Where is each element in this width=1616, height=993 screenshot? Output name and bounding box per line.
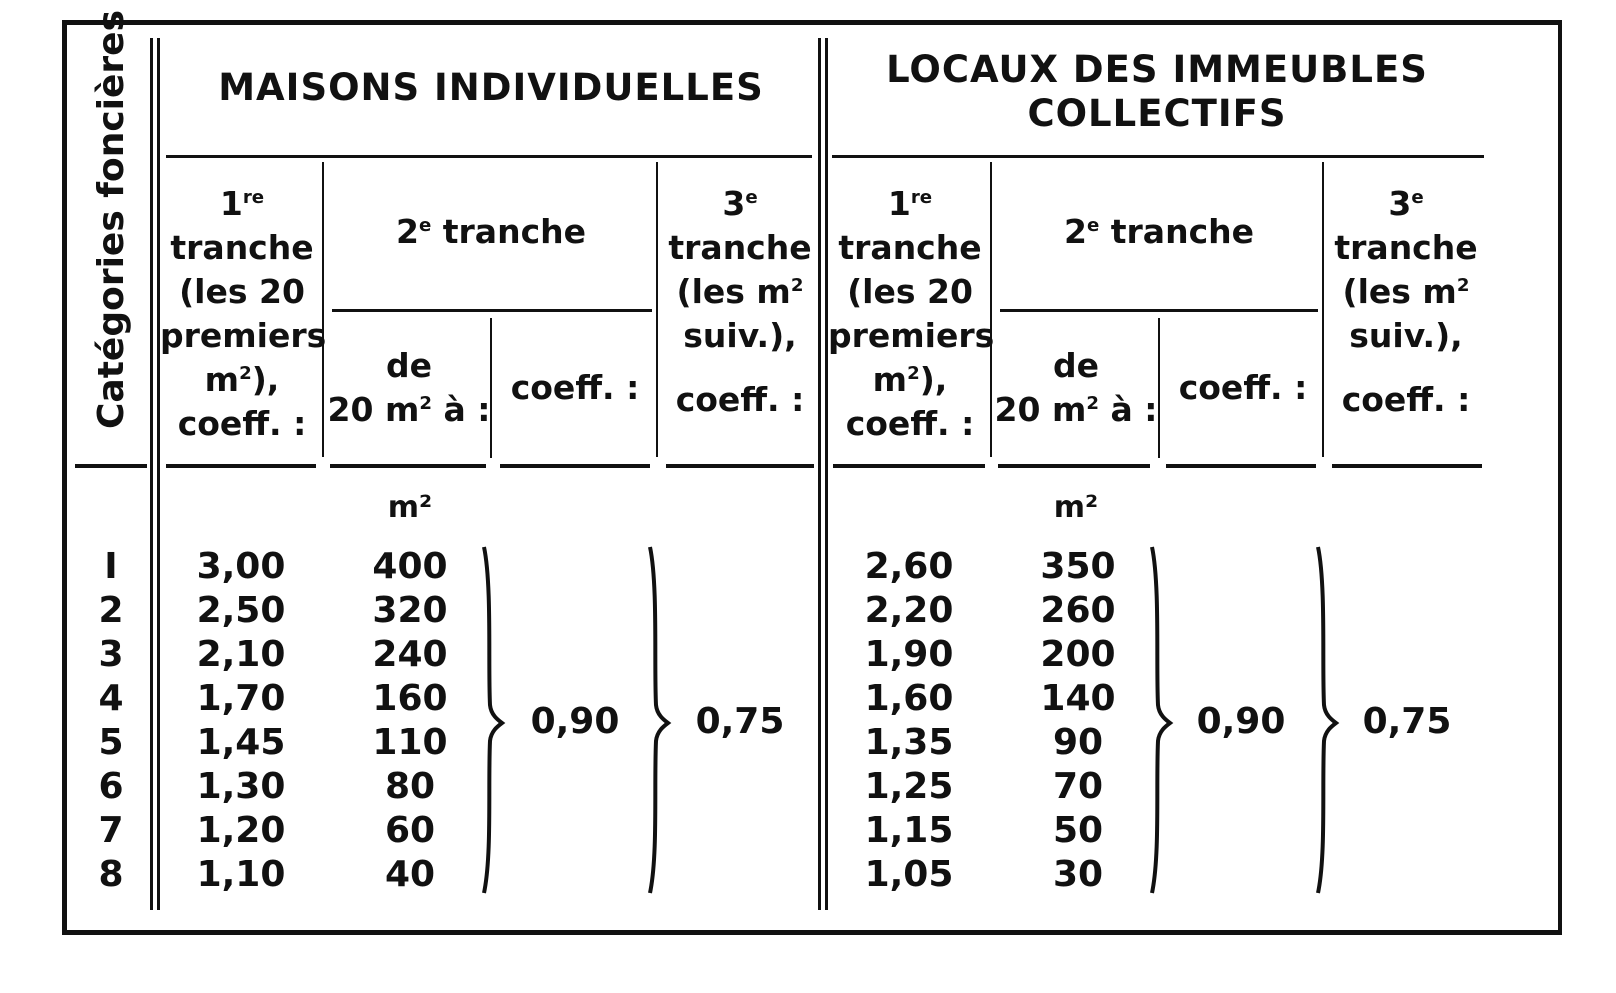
locaux-coeff3-value: 0,75 <box>1362 701 1452 742</box>
group-title-locaux <box>832 48 1482 136</box>
divider <box>332 309 652 312</box>
tranche1-header: 1re tranche (les 20 premiers $m^2$), coeff. : <box>160 184 327 443</box>
tranche2-coeff-header: coeff. : <box>1178 368 1308 407</box>
surface-cell: 200 <box>1040 634 1116 675</box>
header-rule <box>998 464 1150 468</box>
tranche3-header: 3e tranche (les $m^2$ suiv.), coeff. : <box>668 184 812 419</box>
header-rule <box>500 464 650 468</box>
category-cell: 6 <box>98 766 124 807</box>
header-rule <box>75 464 147 468</box>
tranche2-header: 2e tranche <box>395 212 587 251</box>
maisons-coeff1-column <box>166 545 316 897</box>
maisons-coeff3-value: 0,75 <box>695 701 785 742</box>
surface-cell: 320 <box>372 590 448 631</box>
group-title-maisons: MAISONS INDIVIDUELLES <box>218 66 764 109</box>
surface-cell: 90 <box>1052 722 1104 763</box>
coeff-cell: 1,45 <box>196 722 286 763</box>
coeff-cell: 1,35 <box>864 722 954 763</box>
coeff-cell: 1,60 <box>864 678 954 719</box>
coeff-cell: 1,25 <box>864 766 954 807</box>
divider <box>166 155 812 158</box>
brace-icon <box>1312 545 1342 895</box>
surface-limit-header: de 20 $m^2$ à : <box>327 346 491 429</box>
surface-cell: 240 <box>372 634 448 675</box>
header-rule <box>666 464 814 468</box>
tranche3-header: 3e tranche (les $m^2$ suiv.), coeff. : <box>1334 184 1478 419</box>
tranche1-header: 1re tranche (les 20 premiers $m^2$), coeff. : <box>828 184 995 443</box>
coeff-cell: 2,60 <box>864 546 954 587</box>
surface-cell: 350 <box>1040 546 1116 587</box>
header-rule <box>330 464 486 468</box>
locaux-coeff2-value: 0,90 <box>1196 701 1286 742</box>
divider <box>825 38 828 910</box>
header-rule <box>1166 464 1316 468</box>
coeff-cell: 1,05 <box>864 854 954 895</box>
locaux-surface-column <box>998 545 1158 897</box>
surface-cell: 30 <box>1052 854 1104 895</box>
coeff-cell: 2,10 <box>196 634 286 675</box>
coeff-cell: 2,20 <box>864 590 954 631</box>
coeff-cell: 3,00 <box>196 546 286 587</box>
divider <box>1000 309 1318 312</box>
surface-cell: 160 <box>372 678 448 719</box>
divider <box>157 38 160 910</box>
coeff-cell: 1,70 <box>196 678 286 719</box>
surface-unit: m² <box>1053 490 1099 525</box>
coeff-cell: 1,30 <box>196 766 286 807</box>
brace-icon <box>644 545 674 895</box>
divider <box>818 38 821 910</box>
header-rule <box>833 464 985 468</box>
surface-limit-header: de 20 $m^2$ à : <box>994 346 1158 429</box>
surface-cell: 260 <box>1040 590 1116 631</box>
tranche2-coeff-header: coeff. : <box>510 368 640 407</box>
coeff-cell: 1,15 <box>864 810 954 851</box>
locaux-coeff1-column <box>833 545 985 897</box>
header-rule <box>166 464 316 468</box>
brace-icon <box>1146 545 1176 895</box>
row-header: Catégories foncières <box>91 9 132 429</box>
surface-cell: 110 <box>372 722 448 763</box>
surface-cell: 50 <box>1052 810 1104 851</box>
coeff-cell: 1,90 <box>864 634 954 675</box>
group-title-locaux-line2: COLLECTIFS <box>1027 92 1287 135</box>
divider <box>656 162 658 457</box>
surface-cell: 60 <box>384 810 436 851</box>
divider <box>150 38 153 910</box>
category-cell: I <box>104 546 118 587</box>
category-cell: 5 <box>98 722 124 763</box>
surface-cell: 70 <box>1052 766 1104 807</box>
divider <box>832 155 1484 158</box>
surface-cell: 80 <box>384 766 436 807</box>
tranche2-header: 2e tranche <box>1063 212 1255 251</box>
category-cell: 4 <box>98 678 124 719</box>
brace-icon <box>478 545 508 895</box>
header-rule <box>1332 464 1482 468</box>
coeff-cell: 2,50 <box>196 590 286 631</box>
divider <box>1322 162 1324 457</box>
category-cell: 3 <box>98 634 124 675</box>
category-cell: 8 <box>98 854 124 895</box>
maisons-coeff2-value: 0,90 <box>530 701 620 742</box>
category-column <box>75 545 147 897</box>
category-cell: 2 <box>98 590 124 631</box>
surface-unit: m² <box>387 490 433 525</box>
category-cell: 7 <box>98 810 124 851</box>
coeff-cell: 1,20 <box>196 810 286 851</box>
surface-cell: 140 <box>1040 678 1116 719</box>
surface-cell: 40 <box>384 854 436 895</box>
surface-cell: 400 <box>372 546 448 587</box>
maisons-surface-column <box>330 545 490 897</box>
coeff-cell: 1,10 <box>196 854 286 895</box>
group-title-locaux-line1: LOCAUX DES IMMEUBLES <box>886 48 1428 91</box>
